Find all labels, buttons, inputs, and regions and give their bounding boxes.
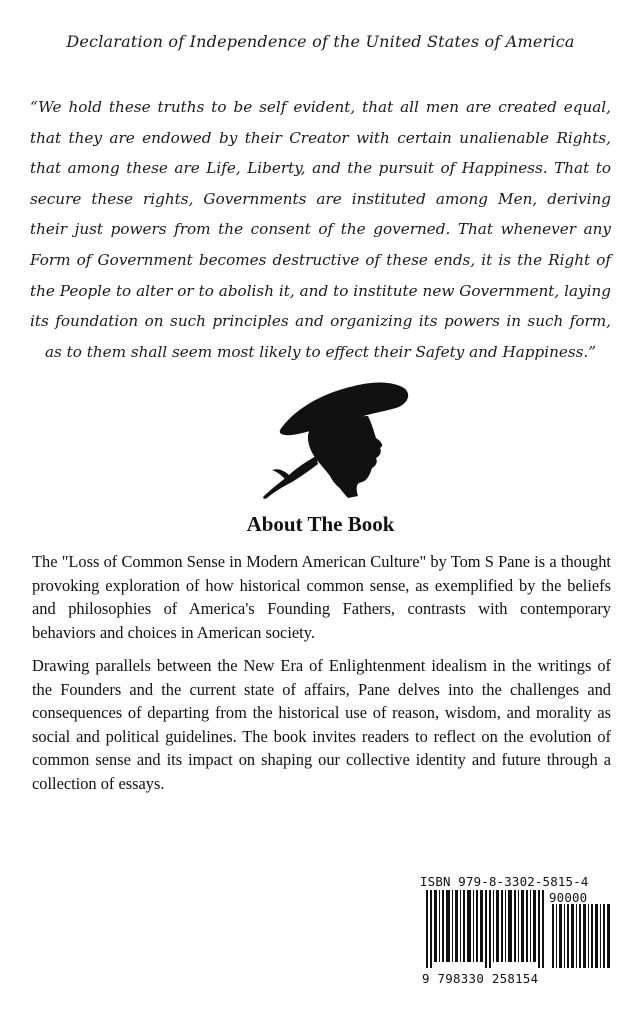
isbn-label: ISBN 979-8-3302-5815-4 [420,874,589,889]
declaration-quote: “We hold these truths to be self evident, that all men are created equal, that they are endowed by their Creator with certain unalienable Rights, that among these are Life, Liberty, and the pursuit of Happiness. That to secure these rights, Governments are instituted among Men, deriving their just powers from the consent of the governed. That whenever any Form of Government becomes destructive of these ends, it is the Right of the People to alter or to abolish it, and to institute new Government, laying its foundation on such principles and organizing its powers in such form, as to them shall seem most likely to effect their Safety and Happiness.” [30,98,611,361]
price-code: 90000 [549,890,588,905]
about-heading: About The Book [246,512,395,536]
declaration-title: Declaration of Independence of the United States of America [66,32,575,51]
about-paragraph-2: Drawing parallels between the New Era of Enlightenment idealism in the writings of the Founders and the current state of affairs, Pane delves into the challenges and consequences of departing from the historical use of reason, wisdom, and morality as social and political guidelines. The book invites readers to reflect on the evolution of common sense and its impact on shaping our collective identity and future through a collection of essays. [32,656,611,793]
barcode-digits: 9 798330 258154 [422,971,539,986]
colonial-silhouette-icon [258,372,418,504]
about-paragraph-1: The "Loss of Common Sense in Modern American Culture" by Tom S Pane is a thought provoking exploration of how historical common sense, as exemplified by the beliefs and philosophies of America's Founding Fathers, contrasts with contemporary behaviors and choices in American society. [32,552,611,642]
